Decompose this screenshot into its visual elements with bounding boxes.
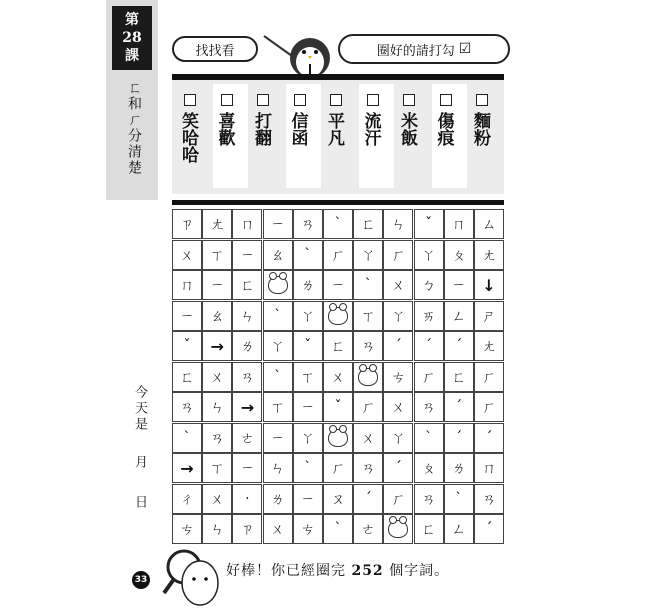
grid-cell[interactable]: ㄚ	[293, 301, 323, 331]
grid-cell[interactable]: ˋ	[293, 453, 323, 483]
grid-cell[interactable]: ㄧ	[293, 484, 323, 514]
word-text: 喜歡	[214, 112, 235, 146]
grid-cell[interactable]: ㄢ	[232, 362, 262, 392]
grid-cell[interactable]: ㄢ	[414, 484, 444, 514]
grid-cell[interactable]: ㄞ	[414, 301, 444, 331]
grid-cell[interactable]: ㄈ	[323, 331, 353, 361]
grid-cell[interactable]: ㄥ	[444, 301, 474, 331]
grid-cell[interactable]: ㄢ	[172, 392, 202, 422]
grid-cell[interactable]: ˊ	[444, 331, 474, 361]
grid-cell-bear[interactable]	[353, 362, 383, 392]
grid-cell[interactable]: ˇ	[323, 392, 353, 422]
grid-cell[interactable]: ˊ	[414, 331, 444, 361]
grid-cell[interactable]: ㄣ	[202, 392, 232, 422]
grid-cell[interactable]: ㄣ	[263, 453, 293, 483]
word-checkbox[interactable]	[257, 94, 269, 106]
footer-count: 252	[351, 563, 384, 579]
grid-cell[interactable]: ㄡ	[323, 484, 353, 514]
footer-message	[226, 560, 449, 580]
word-list-panel	[172, 74, 504, 194]
grid-cell[interactable]: ㄏ	[383, 484, 413, 514]
grid-cell[interactable]: ㄏ	[323, 453, 353, 483]
word-item	[432, 84, 467, 188]
grid-cell[interactable]: ㄚ	[414, 240, 444, 270]
grid-cell[interactable]: ㄇ	[444, 209, 474, 239]
grid-cell[interactable]: ㄆ	[414, 453, 444, 483]
grid-cell[interactable]: ㄏ	[474, 392, 504, 422]
word-item	[176, 84, 211, 188]
grid-cell[interactable]: ˊ	[353, 484, 383, 514]
grid-cell[interactable]: ㄢ	[202, 423, 232, 453]
arrow-right-icon[interactable]: →	[172, 453, 202, 483]
grid-cell[interactable]: ㄧ	[263, 209, 293, 239]
grid-cell[interactable]: ㄧ	[444, 270, 474, 300]
grid-cell[interactable]: ㄨ	[202, 484, 232, 514]
grid-cell[interactable]: ˋ	[444, 484, 474, 514]
word-text: 平凡	[324, 112, 344, 146]
grid-cell[interactable]: ㄜ	[353, 514, 383, 544]
grid-cell[interactable]: ㄆ	[444, 240, 474, 270]
grid-cell[interactable]: ㄚ	[383, 301, 413, 331]
grid-cell[interactable]: ㄌ	[293, 270, 323, 300]
grid-cell[interactable]: ˋ	[263, 301, 293, 331]
arrow-right-icon[interactable]: →	[202, 331, 232, 361]
grid-cell[interactable]: ㄤ	[474, 240, 504, 270]
grid-cell[interactable]: ·	[232, 484, 262, 514]
check-bubble-text: 圈好的請打勾	[376, 43, 455, 59]
grid-cell[interactable]: ㄏ	[323, 240, 353, 270]
checked-box-icon: ☑	[458, 41, 472, 57]
grid-cell[interactable]: ˊ	[474, 514, 504, 544]
word-text: 信函	[287, 112, 308, 146]
lesson-badge	[112, 6, 152, 70]
grid-cell[interactable]: ˇ	[172, 331, 202, 361]
grid-cell[interactable]: ㄗ	[232, 514, 262, 544]
grid-cell[interactable]: ˋ	[172, 423, 202, 453]
grid-cell[interactable]: ㄒ	[293, 362, 323, 392]
grid-cell[interactable]: ㄧ	[323, 270, 353, 300]
word-item	[322, 84, 357, 188]
grid-cell[interactable]: ㄣ	[383, 209, 413, 239]
grid-cell[interactable]: ㄨ	[263, 514, 293, 544]
grid-cell[interactable]: ˋ	[353, 270, 383, 300]
grid-cell[interactable]: ㄒ	[202, 453, 232, 483]
grid-cell[interactable]: ㄗ	[172, 209, 202, 239]
word-checkbox[interactable]	[330, 94, 342, 106]
grid-cell[interactable]: ㄌ	[263, 484, 293, 514]
grid-cell[interactable]: ˊ	[383, 453, 413, 483]
grid-cell[interactable]: ˊ	[444, 423, 474, 453]
bear-face-icon	[358, 368, 378, 386]
page-number: 33	[132, 571, 150, 589]
date-day-label: 日	[132, 495, 147, 511]
grid-cell[interactable]: ㄣ	[232, 301, 262, 331]
grid-cell[interactable]: ㄇ	[474, 453, 504, 483]
word-text: 傷痕	[433, 112, 454, 146]
grid-cell[interactable]: ˋ	[414, 423, 444, 453]
word-text: 笑哈哈	[178, 112, 198, 163]
lesson-label-top: 第	[125, 12, 139, 28]
lesson-title: ㄈ和ㄏ分清楚	[126, 80, 142, 176]
grid-cell[interactable]: ㄠ	[202, 301, 232, 331]
grid-cell[interactable]: ㄥ	[444, 514, 474, 544]
footer-prefix: 好棒！你已經圈完	[226, 563, 346, 579]
grid-cell[interactable]: ㄏ	[383, 240, 413, 270]
lesson-number: 28	[122, 30, 142, 46]
grid-cell[interactable]: ㄘ	[383, 362, 413, 392]
grid-cell[interactable]: ˊ	[383, 331, 413, 361]
word-text: 打翻	[251, 112, 271, 146]
grid-cell[interactable]: ㄨ	[383, 270, 413, 300]
word-item	[395, 84, 430, 188]
grid-cell[interactable]: ㄢ	[353, 331, 383, 361]
grid-cell[interactable]: ㄒ	[202, 240, 232, 270]
grid-cell-bear[interactable]	[323, 301, 353, 331]
footer-suffix: 個字詞。	[389, 563, 450, 579]
grid-cell[interactable]: ㄨ	[172, 240, 202, 270]
grid-cell[interactable]: ㄘ	[293, 514, 323, 544]
arrow-right-icon[interactable]: →	[232, 392, 262, 422]
grid-cell[interactable]: ㄌ	[444, 453, 474, 483]
word-checkbox[interactable]	[403, 94, 415, 106]
grid-cell[interactable]: ㄨ	[202, 362, 232, 392]
word-checkbox[interactable]	[294, 94, 306, 106]
grid-cell[interactable]: ㄕ	[474, 301, 504, 331]
date-today-label: 今天是	[132, 385, 147, 433]
grid-cell[interactable]: ㄈ	[232, 270, 262, 300]
grid-cell[interactable]: ㄧ	[232, 453, 262, 483]
grid-cell[interactable]: ˇ	[293, 331, 323, 361]
grid-cell[interactable]: ㄇ	[172, 270, 202, 300]
check-bubble	[338, 34, 510, 64]
find-bubble-text: 找找看	[195, 43, 235, 59]
lesson-label-bottom: 課	[125, 48, 139, 64]
word-item	[213, 84, 248, 188]
grid-cell[interactable]: ㄨ	[353, 423, 383, 453]
grid-cell[interactable]: ˇ	[414, 209, 444, 239]
word-item	[249, 84, 284, 188]
letter-grid	[172, 200, 504, 546]
grid-cell[interactable]: ㄜ	[232, 423, 262, 453]
grid-cell[interactable]: ㄨ	[383, 392, 413, 422]
grid-cell[interactable]: ㄚ	[293, 423, 323, 453]
grid-cell[interactable]: ㄘ	[172, 514, 202, 544]
grid-cell[interactable]: ㄅ	[414, 270, 444, 300]
grid-cell[interactable]: ㄚ	[383, 423, 413, 453]
grid-cell[interactable]: ㄏ	[474, 362, 504, 392]
bear-face-icon	[388, 520, 408, 538]
grid-cell-bear[interactable]	[383, 514, 413, 544]
bear-face-icon	[328, 307, 348, 325]
grid-cell[interactable]: ˊ	[444, 392, 474, 422]
grid-cell[interactable]: ㄈ	[444, 362, 474, 392]
grid-cell[interactable]: ㄈ	[414, 514, 444, 544]
grid-cell[interactable]: ㄈ	[172, 362, 202, 392]
grid-cell[interactable]: ㄙ	[474, 209, 504, 239]
word-text: 米飯	[397, 112, 417, 146]
grid-cell[interactable]: ㄧ	[202, 270, 232, 300]
grid-cell[interactable]: ㄏ	[353, 392, 383, 422]
grid-cell[interactable]: ㄔ	[172, 484, 202, 514]
grid-cell[interactable]: ㄌ	[232, 331, 262, 361]
arrow-down-icon[interactable]: ↓	[474, 270, 504, 300]
grid-cell[interactable]: ㄚ	[353, 240, 383, 270]
word-checkbox[interactable]	[184, 94, 196, 106]
grid-cell[interactable]: ㄧ	[293, 392, 323, 422]
grid-cell[interactable]: ㄢ	[293, 209, 323, 239]
word-item	[286, 84, 321, 188]
grid-cell[interactable]: ㄨ	[323, 362, 353, 392]
word-item	[468, 84, 503, 188]
word-checkbox[interactable]	[476, 94, 488, 106]
bear-magnifier-icon	[160, 545, 222, 609]
bear-face-icon	[268, 276, 288, 294]
grid-cell[interactable]: ㄈ	[353, 209, 383, 239]
find-bubble	[172, 36, 258, 62]
grid-cell[interactable]: ˊ	[474, 423, 504, 453]
grid-cell-bear[interactable]	[323, 423, 353, 453]
grid-cell[interactable]: ㄏ	[414, 362, 444, 392]
grid-cell[interactable]: ˋ	[263, 362, 293, 392]
grid-cell[interactable]: ㄧ	[172, 301, 202, 331]
grid-cell[interactable]: ㄠ	[263, 240, 293, 270]
word-checkbox[interactable]	[440, 94, 452, 106]
grid-cell[interactable]: ㄇ	[232, 209, 262, 239]
word-text: 流汗	[360, 112, 381, 146]
word-checkbox[interactable]	[221, 94, 233, 106]
grid-cell[interactable]: ㄤ	[474, 331, 504, 361]
date-month-label: 月	[132, 455, 147, 471]
bear-face-icon	[328, 429, 348, 447]
grid-cell[interactable]: ㄧ	[263, 423, 293, 453]
grid-cell[interactable]: ˋ	[293, 240, 323, 270]
grid-cell[interactable]: ㄣ	[202, 514, 232, 544]
grid-cell[interactable]: ˋ	[323, 514, 353, 544]
grid-cell-bear[interactable]	[263, 270, 293, 300]
grid-cell[interactable]: ㄢ	[414, 392, 444, 422]
grid-cell[interactable]: ㄚ	[263, 331, 293, 361]
grid-cell[interactable]: ㄢ	[353, 453, 383, 483]
grid-cell[interactable]: ㄒ	[263, 392, 293, 422]
word-text: 麵粉	[470, 112, 490, 146]
grid-cell[interactable]: ㄤ	[202, 209, 232, 239]
grid-cell[interactable]: ˋ	[323, 209, 353, 239]
grid-cell[interactable]: ㄢ	[474, 484, 504, 514]
word-checkbox[interactable]	[367, 94, 379, 106]
grid-cell[interactable]: ㄧ	[232, 240, 262, 270]
grid-cell[interactable]: ㄒ	[353, 301, 383, 331]
word-item	[359, 84, 394, 188]
